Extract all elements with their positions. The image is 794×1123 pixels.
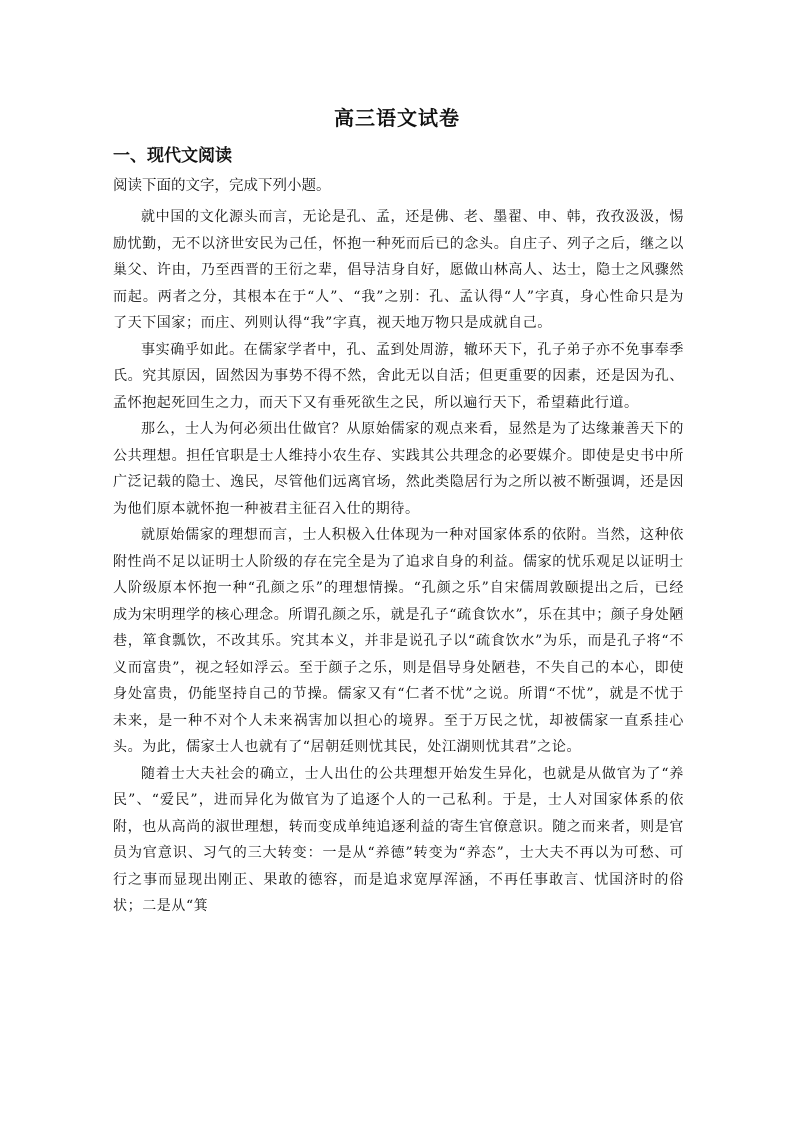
passage-paragraph: 就原始儒家的理想而言，士人积极入仕体现为一种对国家体系的依附。当然，这种依附性尚不足以证明士人阶级的存在完全是为了追求自身的利益。儒家的忧乐观足以证明士人阶级原本怀抱一种“孔颜之乐”的理想情操。“孔颜之乐”自宋儒周敦颐提出之后，已经成为宋明理学的核心理念。所谓孔颜之乐，就是孔子“疏食饮水”，乐在其中；颜子身处陋巷，箪食瓢饮，不改其乐。究其本义，并非是说孔子以“疏食饮水”为乐，而是孔子将“不义而富贵”，视之轻如浮云。至于颜子之乐，则是倡导身处陋巷，不失自己的本心，即使身处富贵，仍能坚持自己的节操。儒家又有“仁者不忧”之说。所谓“不忧”，就是不忧于未来，是一种不对个人未来祸害加以担心的境界。至于万民之忧，却被儒家一直系挂心头。为此，儒家士人也就有了“居朝廷则忧其民，处江湖则忧其君”之论。 (113, 527, 684, 755)
page-title: 高三语文试卷 (334, 106, 460, 130)
reading-passage (113, 204, 684, 920)
passage-paragraph: 事实确乎如此。在儒家学者中，孔、孟到处周游，辙环天下，孔子弟子亦不免事奉季氏。究其原因，固然因为事势不得不然，舍此无以自活；但更重要的因素，还是因为孔、孟怀抱起死回生之力，而天下又有垂死欲生之民，所以遍行天下，希望藉此行道。 (113, 341, 684, 411)
passage-paragraph: 就中国的文化源头而言，无论是孔、孟，还是佛、老、墨翟、申、韩，孜孜汲汲，惕励忧勤，无不以济世安民为己任，怀抱一种死而后已的念头。自庄子、列子之后，继之以巢父、许由，乃至西晋的王衍之辈，倡导洁身自好，愿做山林高人、达士，隐士之风骤然而起。两者之分，其根本在于“人”、“我”之别：孔、孟认得“人”字真，身心性命只是为了天下国家；而庄、列则认得“我”字真，视天地万物只是成就自己。 (113, 209, 684, 331)
reading-instruction: 阅读下面的文字，完成下列小题。 (113, 178, 331, 194)
passage-paragraph: 随着士大夫社会的确立，士人出仕的公共理想开始发生异化，也就是从做官为了“养民”、“爱民”，进而异化为做官为了追逐个人的一己私利。于是，士人对国家体系的依附，也从高尚的淑世理想，转而变成单纯追逐利益的寄生官僚意识。随之而来者，则是官员为官意识、习气的三大转变：一是从“养德”转变为“养态”，士大夫不再以为可愁、可行之事而显现出刚正、果敢的德容，而是追求宽厚浑涵，不再任事敢言、忧国济时的俗状；二是从“箕 (113, 765, 684, 914)
section-heading: 一、现代文阅读 (113, 146, 232, 166)
passage-paragraph: 那么，士人为何必须出仕做官？从原始儒家的观点来看，显然是为了达缘兼善天下的公共理想。担任官职是士人维持小农生存、实践其公共理念的必要媒介。即使是史书中所广泛记载的隐士、逸民，尽管他们远离官场，然此类隐居行为之所以被不断强调，还是因为他们原本就怀抱一种被君主征召入仕的期待。 (113, 421, 684, 517)
